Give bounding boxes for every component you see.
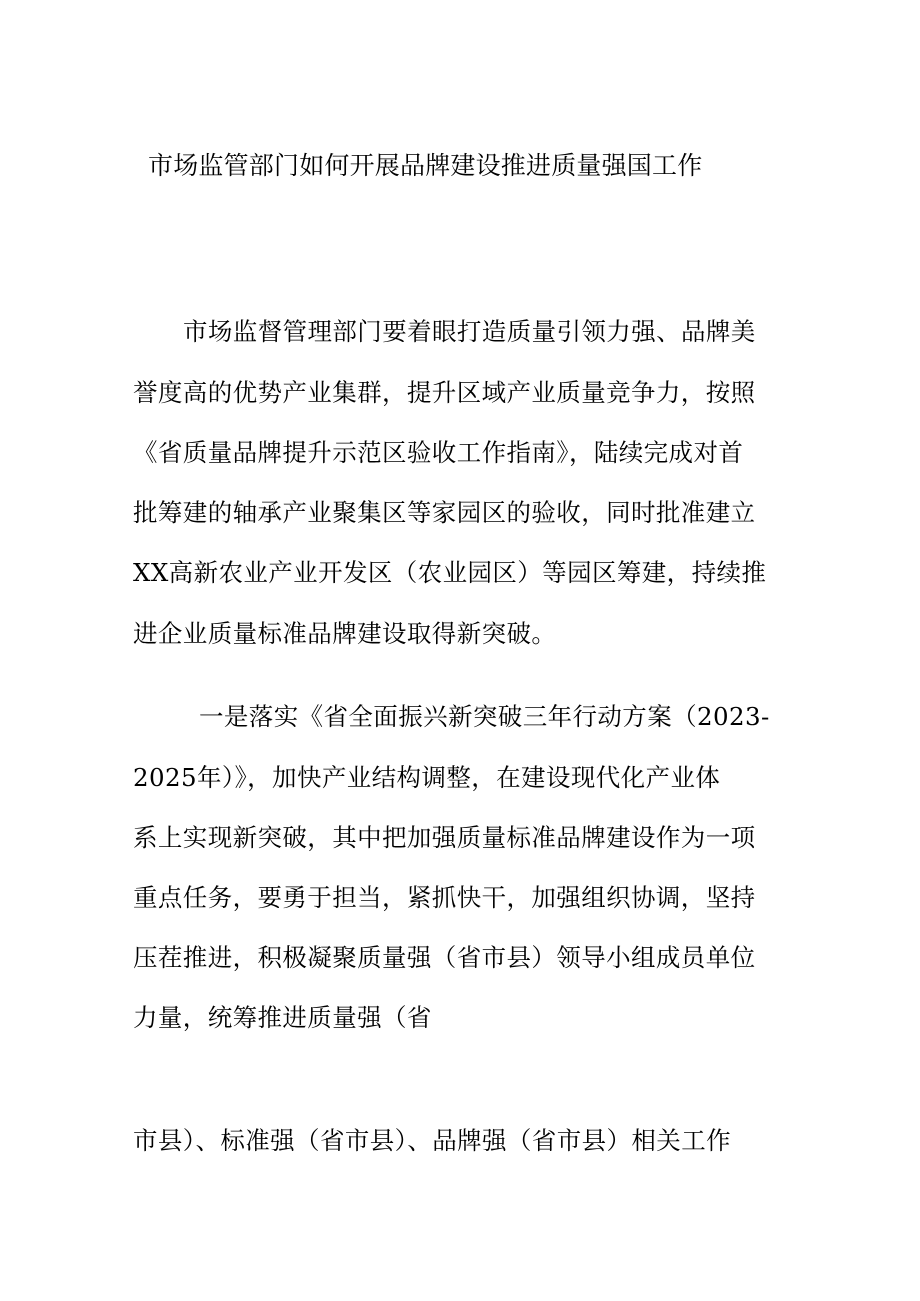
paragraph-2-line-5: 压茬推进，积极凝聚质量强（省市县）领导小组成员单位 xyxy=(133,943,756,972)
paragraph-2-line-4: 重点任务，要勇于担当，紧抓快干，加强组织协调，坚持 xyxy=(133,883,756,912)
paragraph-1-line-1: 市场监督管理部门要着眼打造质量引领力强、品牌美 xyxy=(183,317,756,346)
document-title: 市场监管部门如何开展品牌建设推进质量强国工作 xyxy=(148,151,703,180)
paragraph-2-line-3: 系上实现新突破，其中把加强质量标准品牌建设作为一项 xyxy=(133,823,756,852)
paragraph-1-line-6: 进企业质量标准品牌建设取得新突破。 xyxy=(133,619,557,648)
paragraph-2-line-2: 2025年）》，加快产业结构调整，在建设现代化产业体 xyxy=(133,763,721,792)
paragraph-1-line-5: XX高新农业产业开发区（农业园区）等园区筹建，持续推 xyxy=(133,558,767,587)
paragraph-3-line-1: 市县）、标准强（省市县）、品牌强（省市县）相关工作 xyxy=(133,1126,731,1155)
paragraph-1-line-3: 《省质量品牌提升示范区验收工作指南》，陆续完成对首 xyxy=(133,438,744,467)
paragraph-2-line-1: 一是落实《省全面振兴新突破三年行动方案（2023- xyxy=(199,702,770,731)
paragraph-2-line-6: 力量，统筹推进质量强（省 xyxy=(133,1003,432,1032)
paragraph-1-line-4: 批筹建的轴承产业聚集区等家园区的验收，同时批准建立 xyxy=(133,498,756,527)
paragraph-1-line-2: 誉度高的优势产业集群，提升区域产业质量竞争力，按照 xyxy=(133,378,756,407)
